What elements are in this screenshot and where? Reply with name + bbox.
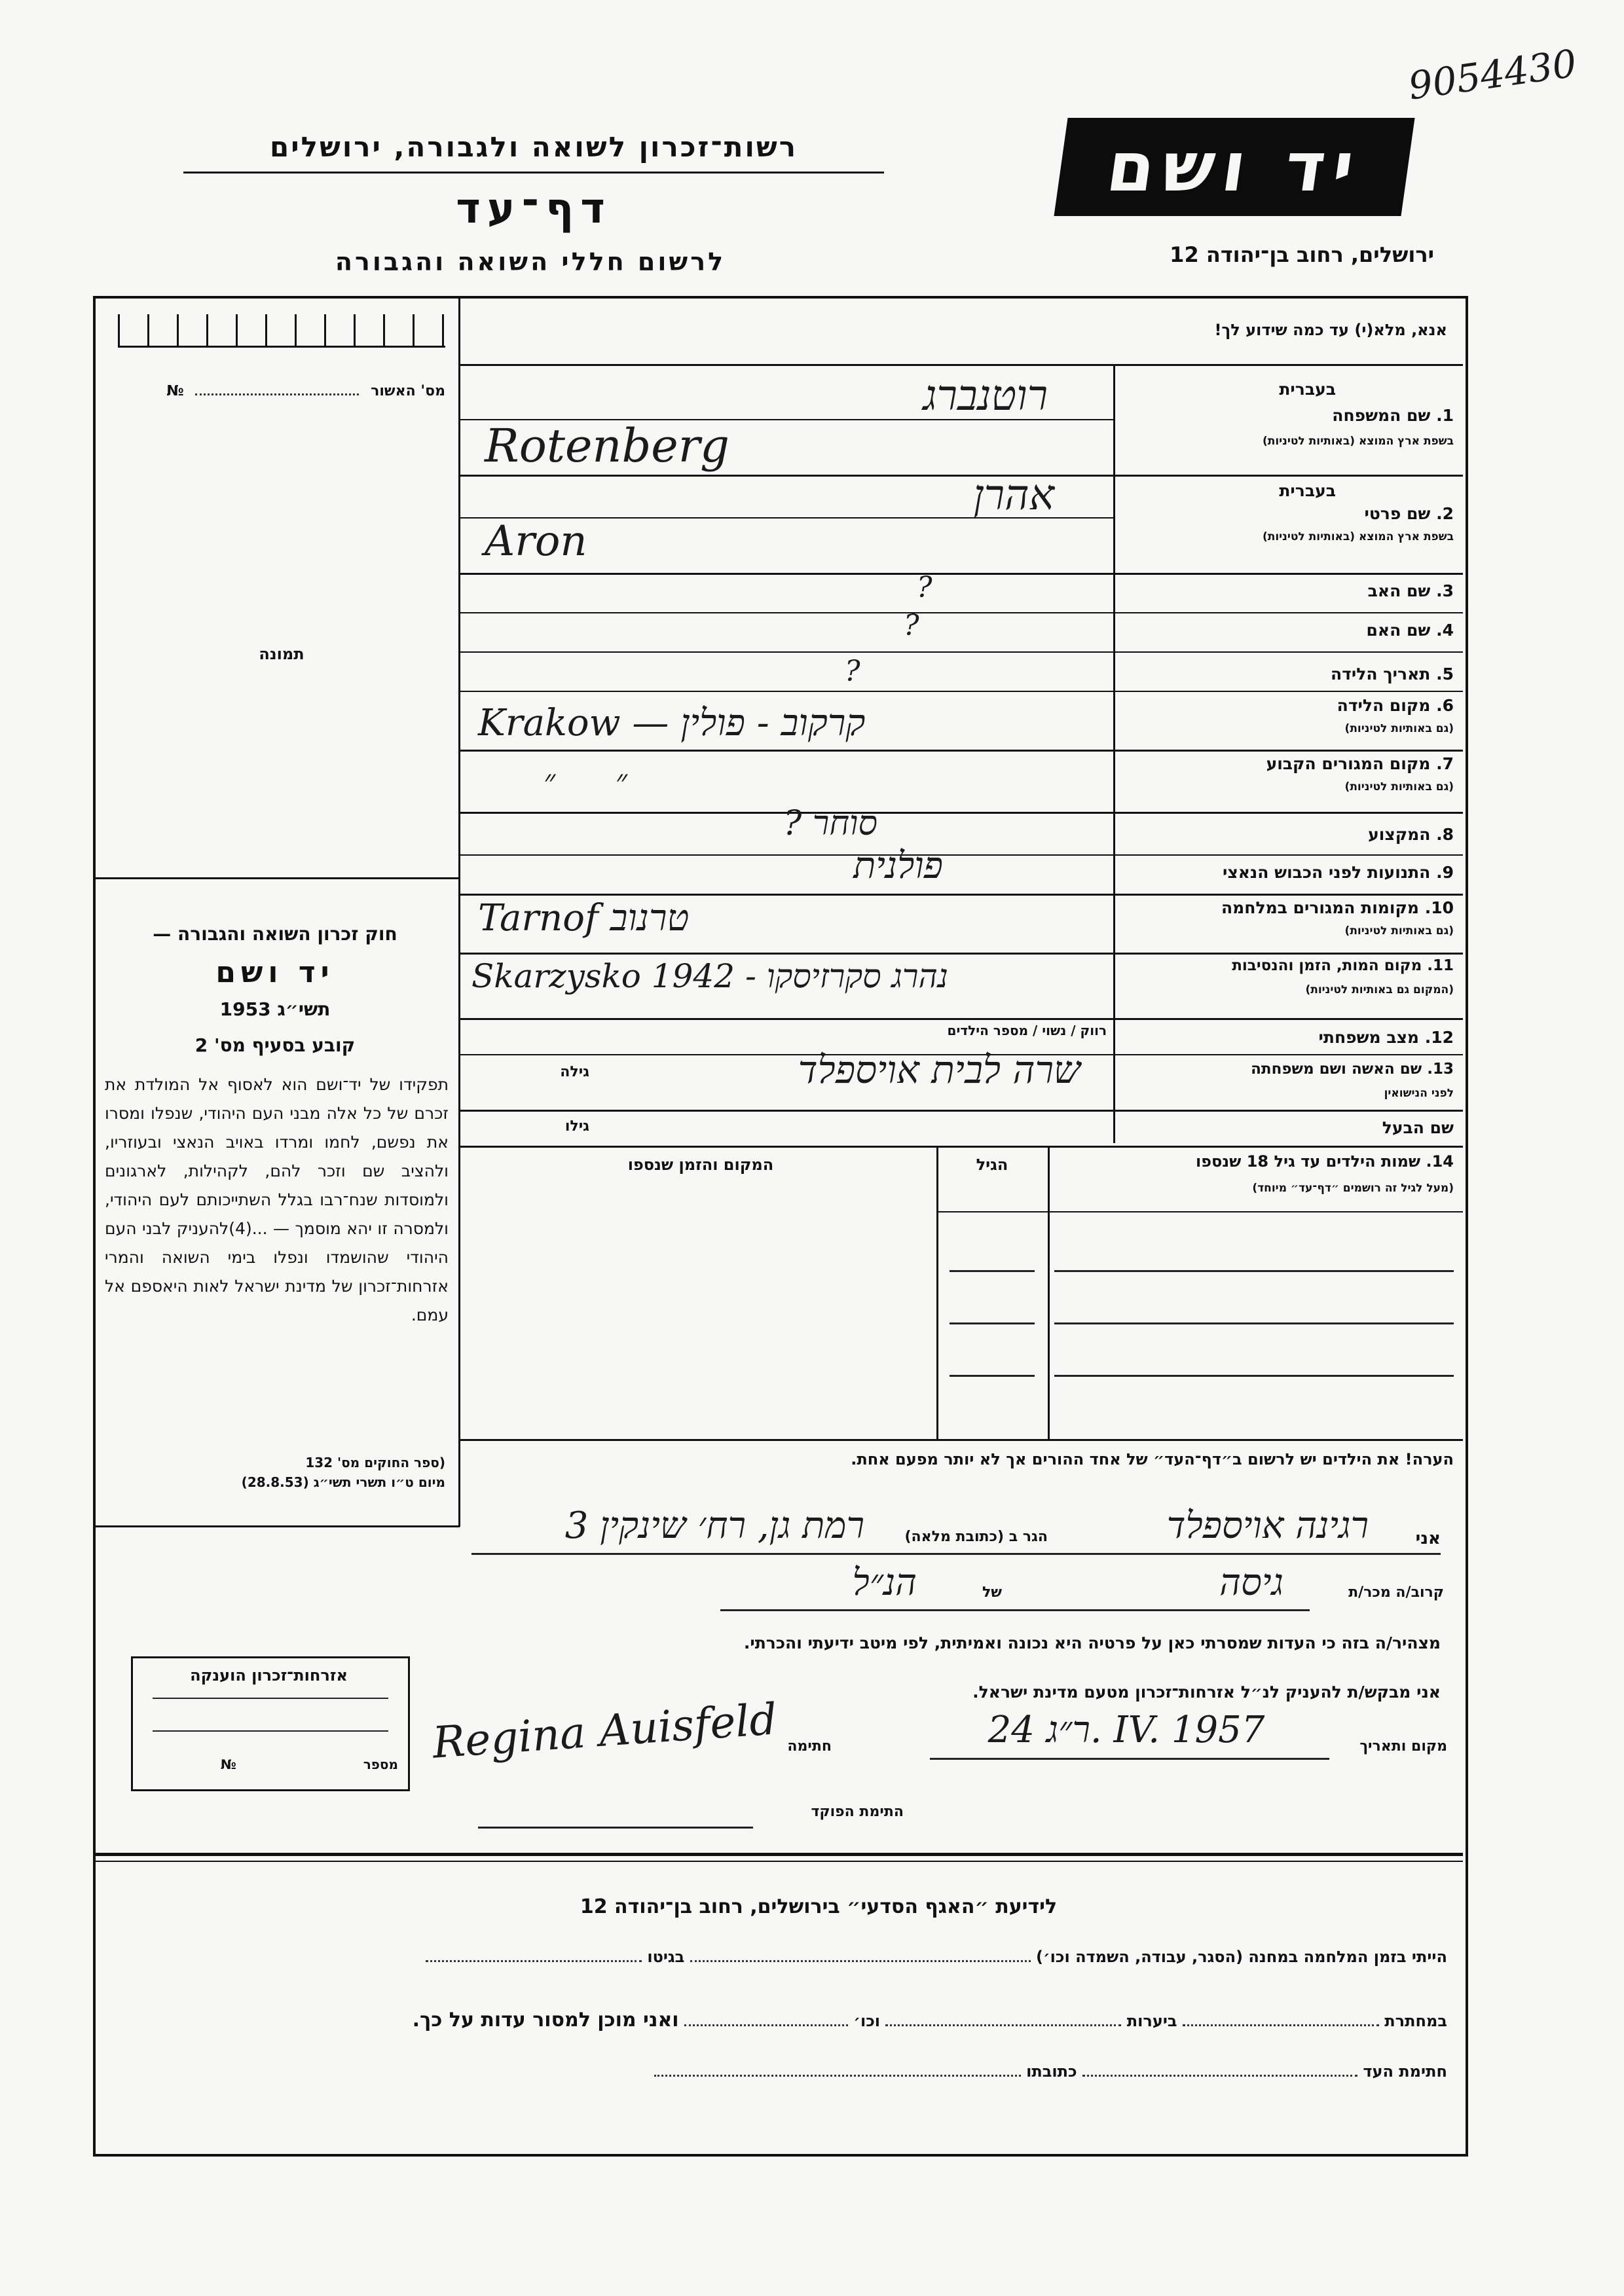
- address: ירושלים, רחוב בן־יהודה 12: [1170, 242, 1434, 267]
- law-text: תפקידו של יד־ושם הוא לאסוף אל המולדת את זכרם של כל אלה מבני העם היהודי, שנפלו ומסרו את נפשם, לחמו ומרדו באויב הנאצי ובעוזריו, ולהציב שם וזכר להם, לקהילות, לארגונים ולמוסדות שנח־רבו בגלל השתייכותם לעם היהודי, ולמסרה זו יהא מוסמך — ...(4)להעניק לבני העם היהודי שהושמדו ונפלו בימי השואה והמרי אזרחות־זכרון של מדינת ישראל לאות היאספם אל עמם.: [105, 1075, 449, 1324]
- declaration-statement: מצהיר/ה בזה כי העדות שמסרתי כאן על פרטיה היא נכונה ואמיתית, לפי מיטב ידיעתי והכרתי.: [743, 1633, 1441, 1652]
- field-8-label: 8. המקצוע: [1368, 825, 1454, 844]
- field-11-label: 11. מקום המות, הזמן והנסיבות: [1232, 957, 1454, 974]
- wartime-residence-value: Tarnof טרנוב: [478, 897, 690, 939]
- citizenship-box-title: אזרחות־זכרון הוענקה: [190, 1666, 348, 1685]
- approval-number-label: מס' האשור №: [166, 383, 445, 399]
- field-10-label: 10. מקומות המגורים במלחמה: [1221, 898, 1454, 917]
- children-age-col: הגיל: [976, 1156, 1008, 1174]
- husband-age-label: גילו: [564, 1118, 589, 1135]
- place-date-value: ר״ג 24. IV. 1957: [987, 1709, 1265, 1751]
- relation-value: גיסה: [1219, 1561, 1283, 1604]
- signature: Regina Auisfeld: [430, 1694, 779, 1768]
- footer-line-1: הייתי בזמן המלחמה במחנה (הסגר, עבודה, השמדה וכו׳) בגיטו: [118, 1948, 1447, 1966]
- field-1-label: 1. שם המשפחה: [1332, 406, 1454, 425]
- footer-line-3: חתימת העד כתובתו: [118, 2062, 1447, 2081]
- gazette: (ספר החוקים מס' 132: [305, 1455, 445, 1470]
- field-2-sub: בשפת ארץ המוצא (באותיות לטיניות): [1262, 530, 1454, 543]
- birthplace-value: Krakow — קרקוב - פולין: [478, 702, 866, 744]
- gazette-date: מיום ט״ו תשרי תשי״ג (28.8.53): [241, 1474, 445, 1490]
- children-place-col: המקום והזמן שנספו: [627, 1156, 774, 1174]
- mother-value: ?: [904, 609, 919, 642]
- residence-value: ״ ״: [544, 763, 628, 799]
- field-6-label: 6. מקום הלידה: [1337, 696, 1454, 715]
- instruction: אנא, מלא(י) עד כמה שידוע לך!: [1214, 321, 1447, 339]
- institution-name: רשות־זכרון לשואה ולגבורה, ירושלים: [269, 131, 798, 163]
- children-note: הערה! את הילדים יש לרשום ב״דף־העד״ של אחד ההורים אך לא יותר מפעם אחת.: [851, 1450, 1454, 1468]
- declaration-i-label: אני: [1415, 1529, 1441, 1548]
- address-label: הגר ב (כתובת מלאה): [904, 1529, 1048, 1545]
- relative-label: קרוב/ה מכר/ת: [1348, 1584, 1444, 1601]
- law-year: תשי״ג 1953: [219, 998, 331, 1020]
- husband-label: שם הבעל: [1382, 1118, 1454, 1137]
- photo-label: תמונה: [259, 645, 304, 663]
- field-13-label: 13. שם האשה ושם משפחתה: [1251, 1061, 1454, 1078]
- declarant-name: רגינה אויספלד: [1166, 1504, 1369, 1547]
- wife-name-value: שרה לבית אויספלד: [798, 1048, 1080, 1092]
- field-4-label: 4. שם האם: [1366, 621, 1454, 640]
- officer-label: התימת הפוקד: [811, 1804, 904, 1820]
- firstname-hebrew: אהרן: [973, 471, 1054, 520]
- field-1-sub: בשפת ארץ המוצא (באותיות לטיניות): [1262, 435, 1454, 448]
- citizenship-box: [131, 1656, 410, 1791]
- yad-vashem-logo: [1054, 118, 1414, 216]
- footer-line-2: במחתרת ביערות וכו׳ ואני מוכן למסור עדות על כך.: [412, 2009, 1447, 2032]
- father-value: ?: [917, 571, 932, 604]
- field-11-sub: (המקום גם באותיות לטיניות): [1305, 983, 1454, 996]
- law-clause: קובע בסעיף מס' 2: [194, 1034, 356, 1056]
- field-2-label: 2. שם פרטי: [1364, 504, 1454, 523]
- law-name: יד ושם: [215, 956, 335, 989]
- form-subtitle: לרשום חללי השואה והגבורה: [335, 247, 726, 276]
- children-subtitle: (מעל לגיל זה רושמים ״דף־עד״ מיוחד): [1252, 1182, 1454, 1195]
- field-9-label: 9. התנועות לפני הכבוש הנאצי: [1223, 863, 1454, 882]
- stamp-number: 9054430: [1405, 41, 1579, 109]
- field-6-sub: (גם באותיות לטיניות): [1344, 722, 1454, 735]
- movements-value: פולנית: [853, 845, 943, 887]
- field-7-label: 7. מקום המגורים הקבוע: [1266, 754, 1454, 773]
- field-12-options: רווק / נשוי / מספר הילדים: [947, 1023, 1107, 1038]
- field-3-label: 3. שם האב: [1367, 581, 1454, 600]
- surname-latin: Rotenberg: [485, 419, 729, 473]
- field-13-sub: לפני הנישואין: [1384, 1087, 1454, 1100]
- field-5-label: 5. תאריך הלידה: [1331, 665, 1454, 683]
- death-place-value: Skarzysko 1942 - נהרג סקרזיסקו: [471, 957, 949, 995]
- form-title: דף־עד: [456, 185, 612, 233]
- field-10-sub: (גם באותיות לטיניות): [1344, 924, 1454, 938]
- law-title: חוק זכרון השואה והגבורה —: [153, 923, 397, 945]
- of-label: של: [982, 1584, 1002, 1601]
- surname-hebrew: רוטנברג: [923, 372, 1048, 420]
- citizenship-request: אני מבקש/ת להעניק לנ״ל אזרחות־זכרון מטעם מדינת ישראל.: [972, 1683, 1441, 1702]
- hebrew-label-1: בעברית: [1279, 380, 1336, 399]
- footer-title: לידיעת ״האגף הסדעי״ בירושלים, רחוב בן־יהודה 12: [580, 1895, 1058, 1918]
- citizenship-no-label: מספר №: [220, 1757, 398, 1772]
- place-date-label: מקום ותאריך: [1359, 1738, 1447, 1755]
- firstname-latin: Aron: [485, 517, 587, 566]
- children-title: 14. שמות הילדים עד גיל 18 שנספו: [1195, 1152, 1454, 1171]
- logo-text: יד ושם: [1101, 127, 1367, 207]
- declarant-address: רמת גן, רח׳ שינקין 3: [564, 1504, 864, 1547]
- field-12-label: 12. מצב משפחתי: [1318, 1028, 1454, 1047]
- hebrew-label-2: בעברית: [1279, 481, 1336, 500]
- stub-marks: [118, 314, 445, 348]
- field-7-sub: (גם באותיות לטיניות): [1344, 780, 1454, 793]
- of-value: הנ״ל: [852, 1561, 917, 1604]
- signature-label: חתימה: [787, 1738, 832, 1755]
- birthdate-value: ?: [845, 655, 860, 688]
- wife-age-label: גילה: [560, 1064, 589, 1080]
- profession-value: סוחר ?: [783, 804, 877, 843]
